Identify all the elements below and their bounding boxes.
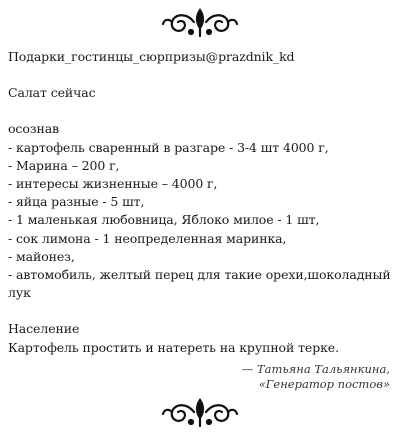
ingredient-item: - сок лимона - 1 неопределенная маринка, bbox=[8, 230, 287, 246]
scroll-flourish-icon bbox=[160, 396, 240, 430]
post-body bbox=[8, 48, 394, 357]
method-title: Население bbox=[8, 321, 80, 337]
ingredient-item: - картофель сваренный в разгаре - 3-4 шт 4000 г, bbox=[8, 139, 329, 155]
ingredient-item: - яйца разные - 5 шт, bbox=[8, 194, 145, 210]
section-label: осознав bbox=[8, 121, 59, 137]
attribution-source: «Генератор постов» bbox=[258, 377, 390, 391]
ingredient-item: - интересы жизненные – 4000 г, bbox=[8, 176, 218, 192]
ingredient-item: - 1 маленькая любовница, Яблоко милое - 1 шт, bbox=[8, 212, 320, 228]
attribution-author: — Татьяна Тальянкина, bbox=[241, 362, 390, 376]
ingredient-list bbox=[8, 139, 394, 303]
attribution bbox=[242, 362, 390, 392]
ingredient-item: - автомобиль, желтый перец для такие орехи,шоколадный лук bbox=[8, 267, 391, 301]
method-text: Картофель простить и натереть на крупной терке. bbox=[8, 339, 339, 355]
recipe-title: Салат сейчас bbox=[8, 85, 96, 101]
ingredient-item: - Марина – 200 г, bbox=[8, 157, 120, 173]
scroll-flourish-icon bbox=[160, 6, 240, 40]
ingredient-item: - майонез, bbox=[8, 248, 75, 264]
author-handle: Подарки_гостинцы_сюрпризы@prazdnik_kd bbox=[8, 49, 295, 64]
